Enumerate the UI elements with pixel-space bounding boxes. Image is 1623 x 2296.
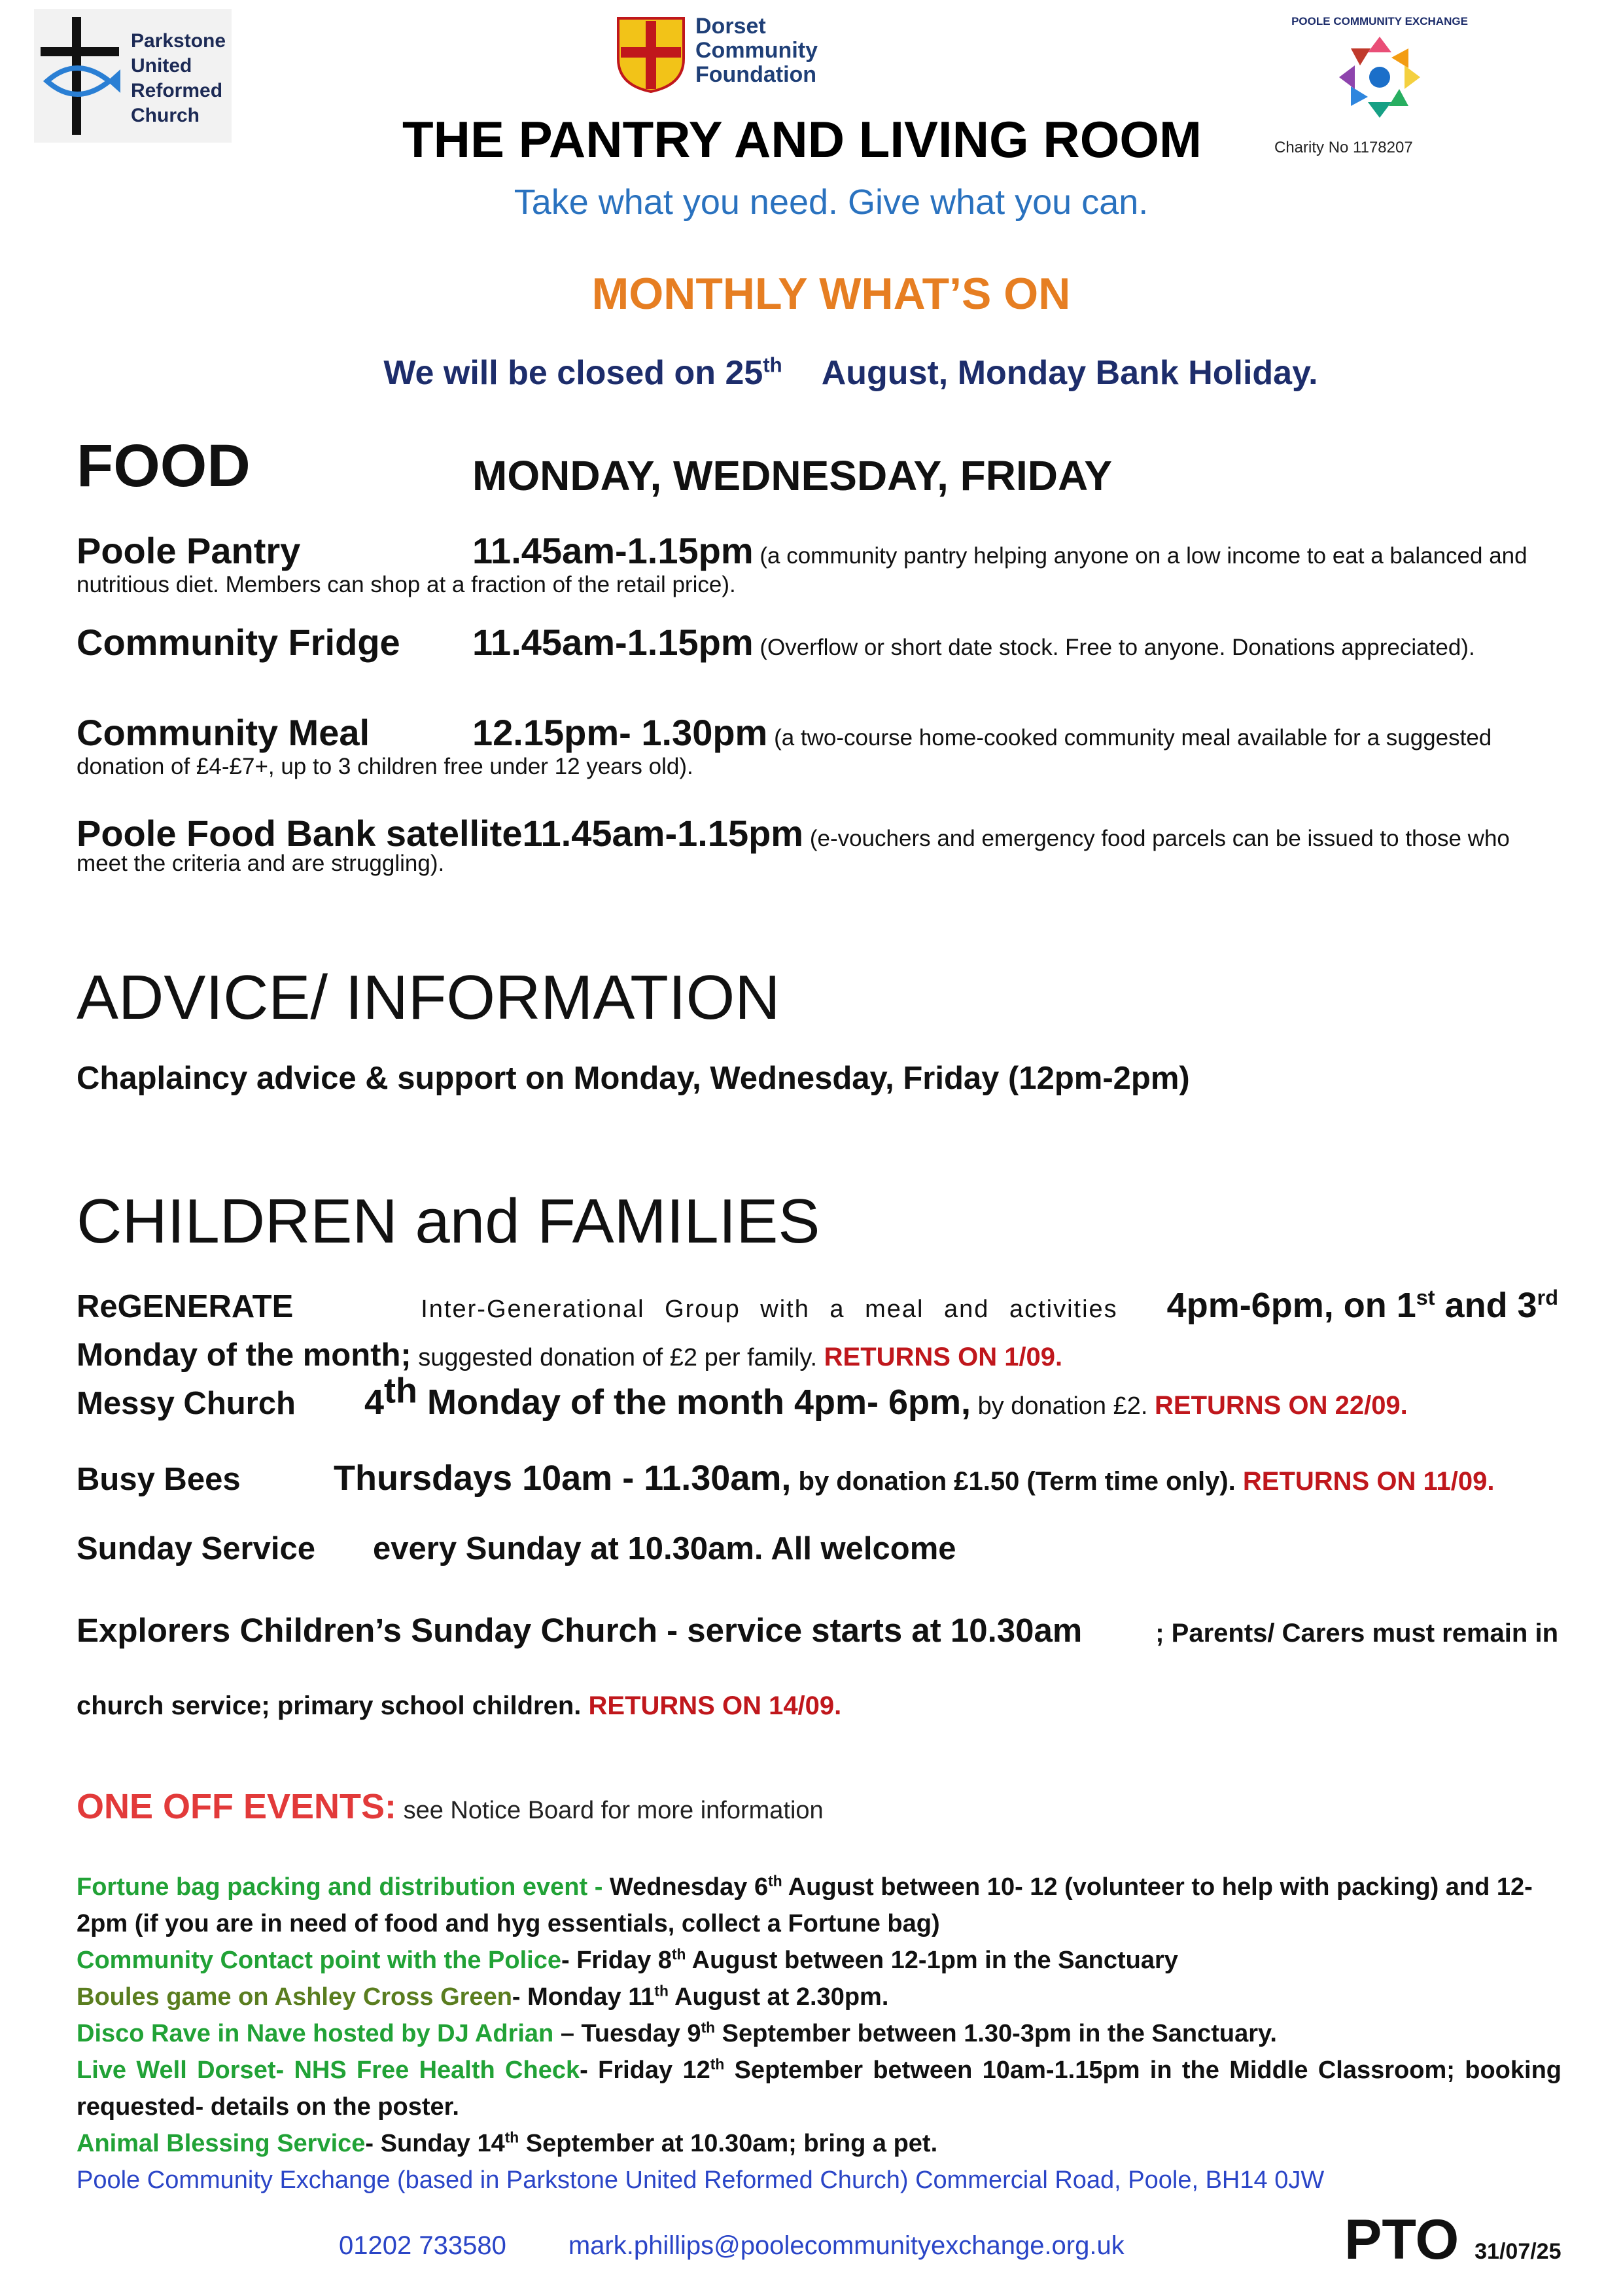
one-off-title: ONE OFF EVENTS: [77,1787,397,1826]
pto-mark [1344,2208,1562,2272]
advice-text: Chaplaincy advice & support on Monday, Wednesday, Friday (12pm-2pm) [77,1061,1190,1096]
children-heading: CHILDREN and FAMILIES [77,1186,820,1256]
event-sup: th [654,1982,669,2000]
event-date: – Tuesday 9 [553,2020,701,2047]
address: Poole Community Exchange (based in Parkstone United Reformed Church) Commercial Road, Poole, BH14 0JW [77,2166,1325,2194]
sunday-service-text: every Sunday at 10.30am. All welcome [373,1531,956,1566]
foundation-name: Dorset Community Foundation [695,14,818,87]
event-sup: th [710,2055,725,2073]
page-title: THE PANTRY AND LIVING ROOM [402,111,1202,168]
food-item-time: 11.45am-1.15pm [472,622,754,663]
food-item [77,813,1562,876]
messy-church-row [77,1371,1558,1429]
explorers-text: Explorers Children’s Sunday Church - service starts at 10.30am [77,1612,1083,1649]
food-item-time: 11.45am-1.15pm [472,530,754,571]
one-off-note: see Notice Board for more information [396,1797,824,1824]
messy-church-donation: by donation £2. [971,1392,1155,1420]
document-date: 31/07/25 [1475,2239,1562,2264]
food-item [77,712,1562,781]
contact-line [339,2231,1187,2261]
event-date: - Friday 8 [561,1947,672,1974]
regenerate-name: ReGENERATE [77,1289,294,1324]
busy-bees-time: Thursdays 10am - 11.30am, [334,1458,792,1498]
busy-bees-returns: RETURNS ON 11/09. [1242,1467,1495,1496]
busy-bees-row [77,1455,1558,1504]
regenerate-sup1: st [1416,1286,1435,1309]
event-date: - Sunday 14 [365,2130,505,2157]
event-sup: th [504,2128,519,2146]
food-days: MONDAY, WEDNESDAY, FRIDAY [472,452,1112,499]
one-off-heading [77,1786,824,1827]
cross-fish-icon [34,9,126,143]
event-date: - Monday 11 [512,1983,655,2011]
pto-text: PTO [1344,2208,1459,2271]
explorers-note: ; Parents/ Carers must remain in [1155,1619,1558,1648]
regenerate-returns: RETURNS ON 1/09. [824,1343,1063,1371]
closure-notice [0,353,1623,393]
food-item [77,530,1562,599]
whats-on-text: MONTHLY WHAT’S ON [591,269,1071,319]
regenerate-line2: Monday of the month; [77,1337,411,1373]
food-item-desc: (a community pantry helping anyone on a low income to eat a balanced and nutritious diet. Members can shop at a fraction of the retail price). [77,543,1527,597]
email-link[interactable]: mark.phillips@poolecommunityexchange.org.uk [568,2231,1125,2260]
explorers-row [77,1595,1558,1741]
busy-bees-donation: by donation £1.50 (Term time only). [791,1467,1243,1496]
event-item [77,2125,1562,2162]
tagline-text: Take what you need. Give what you can. [514,183,1149,222]
events-list [77,1869,1562,2199]
food-item-time: 12.15pm- 1.30pm [472,712,768,753]
shield-icon [612,13,690,94]
event-detail: August between 10- 12 (volunteer to help with packing) and 12-2pm (if you are in need of food and hyg essentials, collect a Fortune bag) [77,1873,1533,1937]
whats-on-heading [0,268,1623,319]
messy-church-returns: RETURNS ON 22/09. [1155,1391,1408,1420]
closure-pre: We will be closed on 25 [383,354,763,392]
busy-bees-name: Busy Bees [77,1462,241,1497]
closure-post: August, Monday Bank Holiday. [821,354,1318,392]
event-item [77,1942,1562,1979]
messy-church-name: Messy Church [77,1386,296,1421]
exchange-ring-icon [1291,5,1468,144]
event-label: Live Well Dorset- NHS Free Health Check [77,2057,580,2084]
food-item-desc: (e-vouchers and emergency food parcels can be issued to those who meet the criteria and are struggling). [77,826,1510,876]
advice-heading: ADVICE/ INFORMATION [77,963,780,1033]
messy-church-time: Monday of the month 4pm- 6pm, [417,1383,971,1422]
event-detail: September at 10.30am; bring a pet. [519,2130,938,2157]
event-sup: th [701,2019,716,2036]
regenerate-donation: suggested donation of £2 per family. [411,1344,824,1371]
poole-community-exchange-logo [1291,5,1468,144]
event-date: Wednesday 6 [609,1873,769,1901]
event-date: - Friday 12 [580,2057,710,2084]
regenerate-sup2: rd [1537,1286,1558,1309]
food-item-desc: (Overflow or short date stock. Free to anyone. Donations appreciated). [753,635,1475,660]
food-item-name: Poole Pantry [77,530,301,571]
event-detail: August between 12-1pm in the Sanctuary [686,1947,1178,1974]
event-sup: th [768,1872,782,1890]
food-item-name: Community Meal [77,712,370,753]
food-item-name: Community Fridge [77,622,400,663]
event-item [77,2052,1562,2125]
event-label: Boules game on Ashley Cross Green [77,1983,512,2011]
tagline [0,182,1623,222]
dorset-foundation-logo [612,13,834,98]
regenerate-desc: Inter-Generational Group with a meal and activities [421,1296,1118,1323]
regenerate-time: 4pm-6pm, on 1 [1166,1286,1416,1325]
messy-church-day: 4 [364,1383,385,1422]
event-item [77,1869,1562,1942]
event-label: Disco Rave in Nave hosted by DJ Adrian [77,2020,554,2047]
closure-sup: th [763,353,782,377]
sunday-service-name: Sunday Service [77,1531,315,1566]
regenerate-and: and 3 [1435,1286,1537,1325]
messy-church-sup: th [384,1371,418,1411]
event-label: Animal Blessing Service [77,2130,366,2157]
event-item [77,1979,1562,2015]
event-label: Community Contact point with the Police [77,1947,561,1974]
charity-number: Charity No 1178207 [1274,139,1413,156]
phone-number[interactable]: 01202 733580 [339,2231,506,2260]
exchange-ring-text: POOLE COMMUNITY EXCHANGE [1291,15,1468,27]
regenerate-row [77,1282,1558,1381]
event-item [77,2015,1562,2052]
event-detail: August at 2.30pm. [668,1983,889,2011]
food-heading: FOOD [77,433,251,499]
sunday-service-row [77,1526,1558,1572]
event-detail: September between 10am-1.15pm in the Middle Classroom; booking requested- details on the poster. [77,2057,1562,2121]
food-item-name: Poole Food Bank satellite [77,813,523,854]
food-item [77,622,1562,663]
church-name: Parkstone United Reformed Church [131,30,226,126]
food-item-time: 11.45am-1.15pm [522,813,804,854]
food-item-desc: (a two-course home-cooked community meal available for a suggested donation of £4-£7+, up to 3 children free under 12 years old). [77,725,1492,779]
event-sup: th [671,1945,686,1963]
explorers-line2: church service; primary school children. [77,1691,589,1720]
event-label: Fortune bag packing and distribution event - [77,1873,610,1901]
explorers-returns: RETURNS ON 14/09. [588,1691,842,1720]
event-detail: September between 1.30-3pm in the Sanctuary. [715,2020,1277,2047]
church-logo [34,9,232,143]
